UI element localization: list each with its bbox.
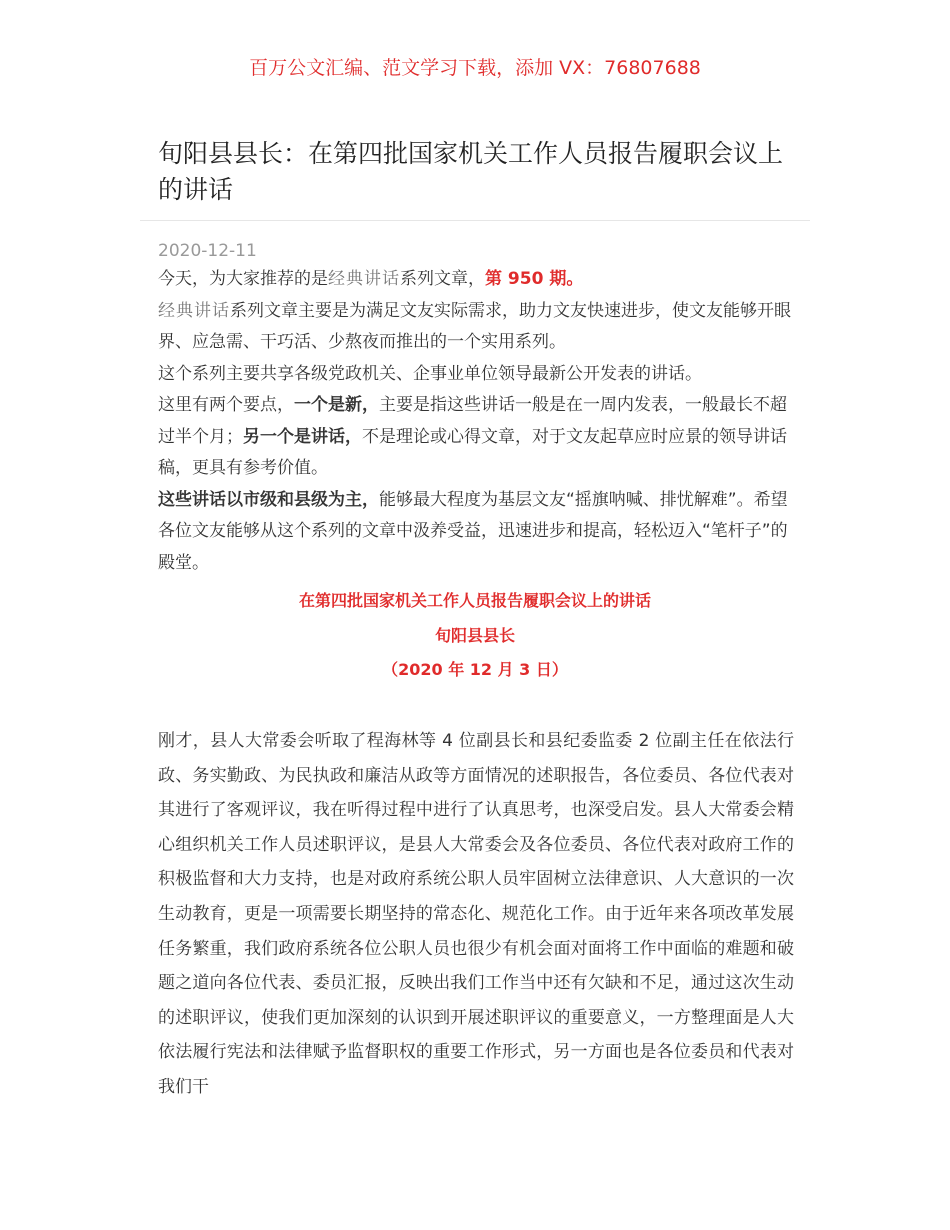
intro-p2-rest: 系列文章主要是为满足文友实际需求，助力文友快速进步，使文友能够开眼界、应急需、干巧活、少熬夜而推出的一个实用系列。 [158,300,791,352]
intro-paragraph-1 [158,264,794,296]
intro-paragraph-2 [158,296,794,359]
intro-p4-e: 不是理论或心得文章，对于文友起草应时应景的领导讲话稿，更具有参考价值。 [158,426,787,478]
intro-p4-b: 一个是新， [294,395,379,415]
intro-section [158,264,794,579]
intro-paragraph-3: 这个系列主要共享各级党政机关、企事业单位领导最新公开发表的讲话。 [158,363,702,384]
issue-number: 第 950 期。 [485,269,584,289]
intro-p4-a: 这里有两个要点， [158,395,294,415]
speech-body: 刚才，县人大常委会听取了程海林等 4 位副县长和县纪委监委 2 位副主任在依法行政、务实勤政、为民执政和廉洁从政等方面情况的述职报告，各位委员、各位代表对其进行了客观评议，我在听得过程中进行了认真思考，也深受启发。县人大常委会精心组织机关工作人员述职评议，是县人大常委会及各位委员、各位代表对政府工作的积极监督和大力支持，也是对政府系统公职人员牢固树立法律意识、人大意识的一次生动教育，更是一项需要长期坚持的常态化、规范化工作。由于近年来各项改革发展任务繁重，我们政府系统各位公职人员也很少有机会面对面将工作中面临的难题和破题之道向各位代表、委员汇报，反映出我们工作当中还有欠缺和不足，通过这次生动的述职评议，使我们更加深刻的认识到开展述职评议的重要意义，一方整理面是人大依法履行宪法和法律赋予监督职权的重要工作形式，另一方面也是各位委员和代表对我们干 [158,731,794,1097]
speech-speaker: 旬阳县县长 [434,626,515,645]
series-name: 经典讲话 [328,269,400,289]
intro-p4-d: 另一个是讲话， [243,426,362,447]
promo-banner: 百万公文汇编、范文学习下载，添加 VX：76807688 [249,57,701,79]
intro-p1-prefix: 今天，为大家推荐的是 [158,269,328,289]
title-divider [140,220,810,221]
intro-paragraph-5 [158,485,794,580]
intro-p5-a: 这些讲话以市级和县级为主， [158,489,379,510]
article-title: 旬阳县县长：在第四批国家机关工作人员报告履职会议上的讲话 [158,139,784,204]
speech-date: （2020 年 12 月 3 日） [382,660,568,679]
intro-p5-b: 能够最大程度为基层文友“摇旗呐喊、排忧解难”。希望各位文友能够从这个系列的文章中汲养受益，迅速进步和提高，轻松迈入“笔杆子”的殿堂。 [158,489,788,573]
article-date: 2020-12-11 [158,241,257,261]
series-name-2: 经典讲话 [158,300,230,321]
intro-p4-c: 主要是指这些讲话一般是在一周内发表，一般最长不超过半个月； [158,395,787,447]
intro-paragraph-4 [158,390,794,485]
intro-p1-middle: 系列文章， [400,269,485,289]
speech-heading: 在第四批国家机关工作人员报告履职会议上的讲话 [298,591,651,610]
